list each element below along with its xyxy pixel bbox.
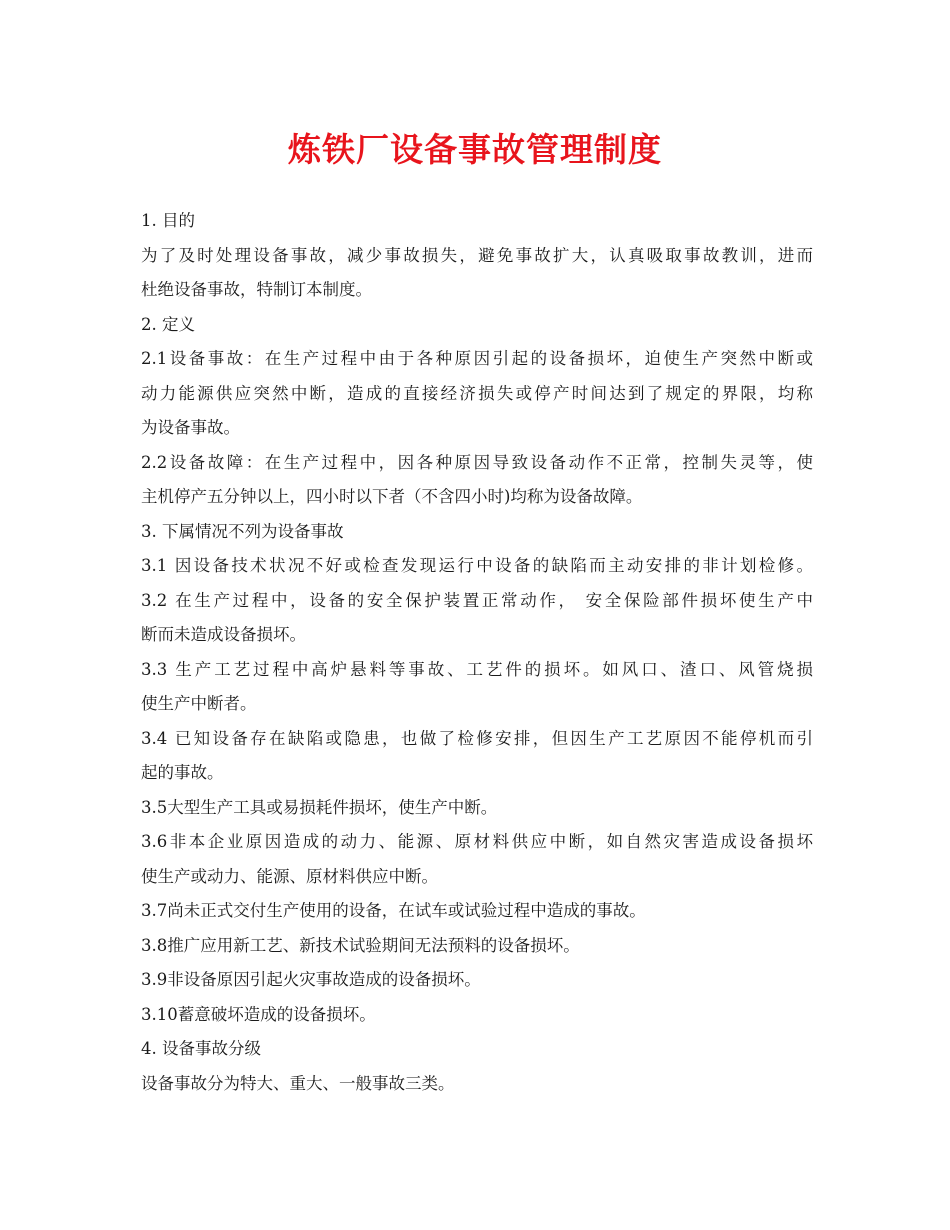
text-line: 断而未造成设备损坏。 <box>141 625 306 644</box>
text-line: 3.3 生产工艺过程中高炉悬料等事故、工艺件的损坏。如风口、渣口、风管烧损 <box>141 659 813 679</box>
document-title: 炼铁厂设备事故管理制度 <box>288 130 662 169</box>
text-line: 为了及时处理设备事故，减少事故损失，避免事故扩大，认真吸取事故教训，进而 <box>141 245 813 265</box>
text-line: 3.6非本企业原因造成的动力、能源、原材料供应中断，如自然灾害造成设备损坏 <box>141 832 813 851</box>
text-line: 使生产中断者。 <box>141 694 257 713</box>
text-line: 2.1设备事故：在生产过程中由于各种原因引起的设备损坏，迫使生产突然中断或 <box>141 349 813 368</box>
text-line: 1. 目的 <box>141 211 195 230</box>
text-line: 3.5大型生产工具或易损耗件损坏，使生产中断。 <box>141 797 498 817</box>
text-line: 3.1 因设备技术状况不好或检查发现运行中设备的缺陷而主动安排的非计划检修。 <box>141 556 813 575</box>
text-line: 4. 设备事故分级 <box>141 1039 261 1058</box>
text-line: 2. 定义 <box>141 314 195 334</box>
text-line: 主机停产五分钟以上，四小时以下者（不含四小时)均称为设备故障。 <box>141 487 643 506</box>
text-line: 杜绝设备事故，特制订本制度。 <box>141 280 372 299</box>
text-line: 动力能源供应突然中断，造成的直接经济损失或停产时间达到了规定的界限，均称 <box>141 383 813 403</box>
text-line: 3.4 已知设备存在缺陷或隐患，也做了检修安排，但因生产工艺原因不能停机而引 <box>141 728 813 748</box>
document-body <box>141 204 813 1101</box>
text-line: 起的事故。 <box>141 763 224 782</box>
text-line: 3.7尚未正式交付生产使用的设备，在试车或试验过程中造成的事故。 <box>141 901 646 920</box>
text-line: 使生产或动力、能源、原材料供应中断。 <box>141 866 438 886</box>
text-line: 3. 下属情况不列为设备事故 <box>141 521 344 541</box>
text-line: 3.2 在生产过程中，设备的安全保护装置正常动作， 安全保险部件损坏使生产中 <box>141 590 813 610</box>
text-line: 为设备事故。 <box>141 418 240 437</box>
text-line: 3.8推广应用新工艺、新技术试验期间无法预料的设备损坏。 <box>141 935 580 955</box>
text-line: 3.10蓄意破坏造成的设备损坏。 <box>141 1004 376 1024</box>
text-line: 3.9非设备原因引起火灾事故造成的设备损坏。 <box>141 970 481 989</box>
text-line: 设备事故分为特大、重大、一般事故三类。 <box>141 1073 455 1093</box>
text-line: 2.2设备故障：在生产过程中，因各种原因导致设备动作不正常，控制失灵等，使 <box>141 452 813 472</box>
